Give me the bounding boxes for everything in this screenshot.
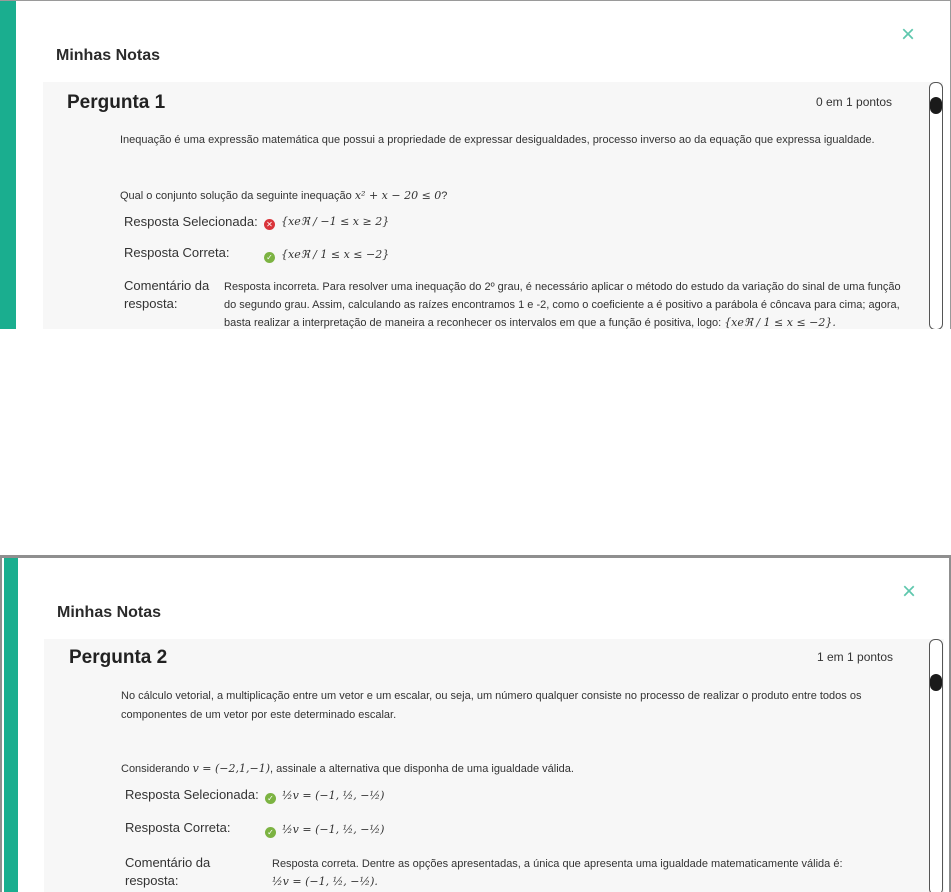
question-card	[44, 639, 944, 892]
correct-answer-label: Resposta Correta:	[124, 245, 230, 260]
scrollbar[interactable]	[929, 639, 943, 892]
prompt-text: Considerando	[121, 763, 193, 775]
comment-label: Comentário da resposta:	[124, 278, 210, 311]
comment-text	[272, 855, 912, 891]
scrollbar-thumb[interactable]	[930, 674, 942, 691]
selected-answer-label: Resposta Selecionada:	[125, 787, 259, 802]
selected-answer-label: Resposta Selecionada:	[124, 214, 258, 229]
prompt-text: Qual o conjunto solução da seguinte inequação	[120, 190, 355, 202]
question-card	[43, 82, 943, 329]
question-title: Pergunta 1	[67, 92, 166, 113]
selected-answer	[264, 213, 389, 230]
scrollbar-thumb[interactable]	[930, 97, 942, 114]
prompt-end: ?	[441, 190, 448, 202]
prompt-math: v = (−2,1,−1)	[192, 762, 270, 775]
close-icon[interactable]: ×	[901, 21, 916, 48]
prompt-math: x² + x − 20 ≤ 0	[354, 189, 442, 202]
question-points: 0 em 1 pontos	[816, 95, 893, 109]
scrollbar[interactable]	[929, 82, 943, 329]
correct-answer-value: ½v = (−1, ½, −½)	[282, 823, 385, 836]
comment-body: Resposta correta. Dentre as opções apresentadas, a única que apresenta uma igualdade matematicamente válida é:	[272, 858, 843, 870]
grades-modal-1	[0, 0, 951, 329]
question-title: Pergunta 2	[69, 647, 168, 668]
comment-math: {xeℜ / 1 ≤ x ≤ −2}.	[724, 316, 836, 329]
comment-math: ½v = (−1, ½, −½).	[272, 875, 378, 888]
comment-text	[224, 278, 904, 329]
check-icon: ✓	[264, 252, 275, 263]
accent-bar	[4, 558, 18, 892]
modal-title: Minhas Notas	[57, 604, 162, 621]
grades-modal-2	[0, 555, 951, 892]
prompt-end: , assinale a alternativa que disponha de uma igualdade válida.	[270, 763, 574, 775]
comment-label: Comentário da resposta:	[125, 855, 211, 888]
incorrect-icon: ✕	[264, 219, 275, 230]
correct-answer	[265, 821, 384, 838]
modal-title: Minhas Notas	[56, 47, 161, 64]
question-prompt	[120, 186, 910, 206]
selected-answer-value: ½v = (−1, ½, −½)	[282, 789, 385, 802]
accent-bar	[0, 1, 16, 329]
check-icon: ✓	[265, 793, 276, 804]
correct-answer-value: {xeℜ / 1 ≤ x ≤ −2}	[281, 248, 390, 261]
question-prompt	[121, 759, 911, 779]
selected-answer-value: {xeℜ / −1 ≤ x ≥ 2}	[281, 215, 390, 228]
close-icon[interactable]: ×	[902, 578, 917, 605]
comment-body: Resposta incorreta. Para resolver uma inequação do 2º grau, é necessário aplicar o método do estudo da variação do sinal de uma função do segundo grau. Assim, calculando as raízes encontramos 1 e -2, como o coeficiente a é positivo a parábola é côncava para cima; agora, basta realizar a interpretação de maneira a reconhecer os intervalos em que a função é positiva, logo:	[224, 281, 901, 329]
correct-answer	[264, 246, 389, 263]
correct-answer-label: Resposta Correta:	[125, 820, 231, 835]
selected-answer	[265, 787, 384, 804]
question-points: 1 em 1 pontos	[817, 650, 894, 664]
question-intro: Inequação é uma expressão matemática que possui a propriedade de expressar desigualdades, processo inverso ao da equação que expressa igualdade.	[120, 134, 875, 146]
check-icon: ✓	[265, 827, 276, 838]
question-intro: No cálculo vetorial, a multiplicação entre um vetor e um escalar, ou seja, um número qualquer consiste no processo de realizar o produto entre todos os componentes de um vetor por este determinado escalar.	[121, 690, 862, 721]
